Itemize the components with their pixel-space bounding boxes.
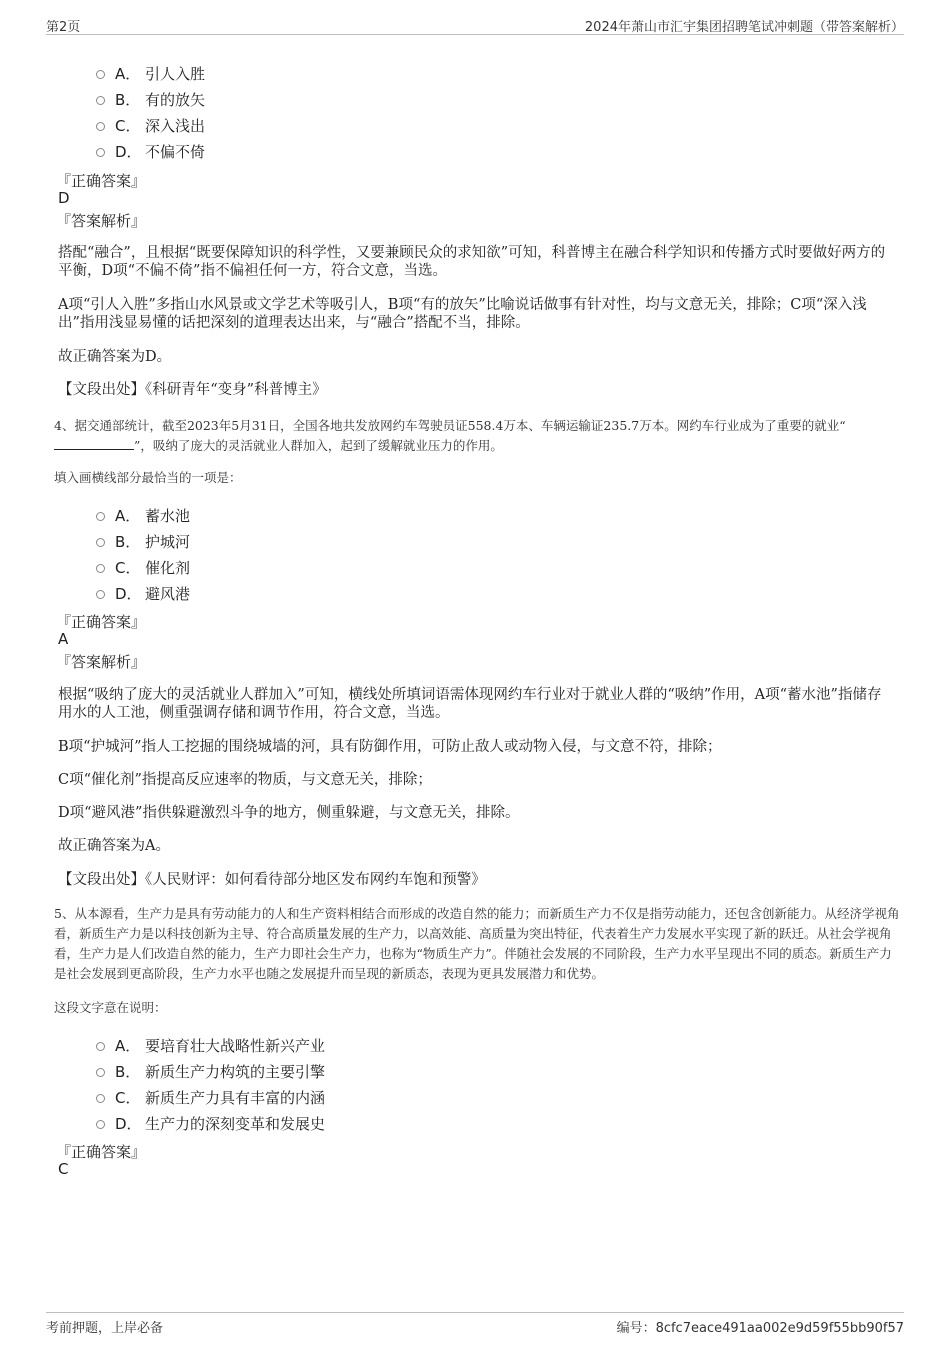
- q3-analysis-1: 搭配“融合”，且根据“既要保障知识的科学性，又要兼顾民众的求知欲”可知，科普博主在融合科学知识和传播方式时要做好两方的平衡，D项“不偏不倚”指不偏袒任何一方，符合文意，当选。: [58, 245, 886, 279]
- radio-icon[interactable]: [96, 1120, 105, 1129]
- q4-options: [96, 502, 190, 606]
- q4-analysis-3: C项“催化剂”指提高反应速率的物质，与文意无关，排除；: [58, 772, 432, 788]
- page-footer: [46, 1312, 904, 1337]
- page-header: [46, 14, 904, 35]
- q5-option-d[interactable]: D． 生产力的深刻变革和发展史: [96, 1110, 325, 1136]
- q5-options: [96, 1032, 325, 1136]
- q4-analysis-2: B项“护城河”指人工挖掘的围绕城墙的河，具有防御作用，可防止敌人或动物入侵，与文意不符，排除；: [58, 739, 722, 755]
- q5-option-b[interactable]: B． 新质生产力构筑的主要引擎: [96, 1058, 325, 1084]
- radio-icon[interactable]: [96, 96, 105, 105]
- analysis-label: 『答案解析』: [56, 653, 147, 671]
- q4-option-a[interactable]: A． 蓄水池: [96, 502, 190, 528]
- q4-analysis-4: D项“避风港”指供躲避激烈斗争的地方，侧重躲避，与文意无关，排除。: [58, 805, 520, 821]
- radio-icon[interactable]: [96, 512, 105, 521]
- document-id: 编号：8cfc7eace491aa002e9d59f55bb90f57: [616, 1321, 904, 1336]
- q3-option-a[interactable]: A． 引人入胜: [96, 60, 205, 86]
- q4-analysis-1: 根据“吸纳了庞大的灵活就业人群加入”可知，横线处所填词语需体现网约车行业对于就业人群的“吸纳”作用，A项“蓄水池”指储存用水的人工池，侧重强调存储和调节作用，符合文意，当选。: [58, 687, 882, 721]
- answer-label: 『正确答案』: [56, 172, 147, 190]
- radio-icon[interactable]: [96, 1068, 105, 1077]
- q5-prompt: 这段文字意在说明：: [54, 1000, 167, 1015]
- q3-source: 【文段出处】《科研青年“变身”科普博主》: [58, 382, 327, 398]
- radio-icon[interactable]: [96, 538, 105, 547]
- radio-icon[interactable]: [96, 590, 105, 599]
- q3-analysis-2: A项“引人入胜”多指山水风景或文学艺术等吸引人，B项“有的放矢”比喻说话做事有针对性，均与文意无关，排除；C项“深入浅出”指用浅显易懂的话把深刻的道理表达出来，与“融合”搭配不当，排除。: [58, 297, 867, 331]
- radio-icon[interactable]: [96, 148, 105, 157]
- fill-blank: [54, 437, 134, 450]
- q4-analysis-5: 故正确答案为A。: [58, 838, 170, 854]
- radio-icon[interactable]: [96, 1042, 105, 1051]
- footer-slogan: 考前押题，上岸必备: [46, 1321, 164, 1336]
- q3-options: [96, 60, 205, 164]
- radio-icon[interactable]: [96, 564, 105, 573]
- q3-answer: D: [58, 189, 70, 207]
- q4-answer: A: [58, 630, 69, 648]
- document-title: 2024年萧山市汇宇集团招聘笔试冲刺题（带答案解析）: [584, 20, 904, 35]
- q3-option-c[interactable]: C． 深入浅出: [96, 112, 205, 138]
- answer-label: 『正确答案』: [56, 1143, 147, 1161]
- q3-analysis-3: 故正确答案为D。: [58, 349, 172, 365]
- q5-answer: C: [58, 1160, 69, 1178]
- q4-option-c[interactable]: C． 催化剂: [96, 554, 190, 580]
- page-number: 第2页: [46, 20, 81, 35]
- analysis-label: 『答案解析』: [56, 212, 147, 230]
- answer-label: 『正确答案』: [56, 613, 147, 631]
- q3-option-d[interactable]: D． 不偏不倚: [96, 138, 205, 164]
- radio-icon[interactable]: [96, 1094, 105, 1103]
- q5-option-a[interactable]: A． 要培育壮大战略性新兴产业: [96, 1032, 325, 1058]
- q4-option-b[interactable]: B． 护城河: [96, 528, 190, 554]
- q4-stem: 4、据交通部统计，截至2023年5月31日，全国各地共发放网约车驾驶员证558.4万本、车辆运输证235.7万本。网约车行业成为了重要的就业“”，吸纳了庞大的灵活就业人群加入，起到了缓解就业压力的作用。: [54, 418, 846, 453]
- q4-prompt: 填入画横线部分最恰当的一项是：: [54, 470, 242, 485]
- q4-option-d[interactable]: D． 避风港: [96, 580, 190, 606]
- radio-icon[interactable]: [96, 70, 105, 79]
- q5-option-c[interactable]: C． 新质生产力具有丰富的内涵: [96, 1084, 325, 1110]
- q3-option-b[interactable]: B． 有的放矢: [96, 86, 205, 112]
- q5-stem: 5、从本源看，生产力是具有劳动能力的人和生产资料相结合而形成的改造自然的能力；而新质生产力不仅是指劳动能力，还包含创新能力。从经济学视角看，新质生产力是以科技创新为主导、符合高质量发展的生产力，以高效能、高质量为突出特征，代表着生产力发展水平实现了新的跃迁。从社会学视角看，生产力是人们改造自然的能力，生产力即社会生产力，也称为“物质生产力”。伴随社会发展的不同阶段，生产力水平呈现出不同的质态。新质生产力是社会发展到更高阶段，生产力水平也随之发展提升而呈现的新质态，表现为更具发展潜力和优势。: [54, 906, 900, 981]
- radio-icon[interactable]: [96, 122, 105, 131]
- q4-source: 【文段出处】《人民财评：如何看待部分地区发布网约车饱和预警》: [58, 872, 486, 888]
